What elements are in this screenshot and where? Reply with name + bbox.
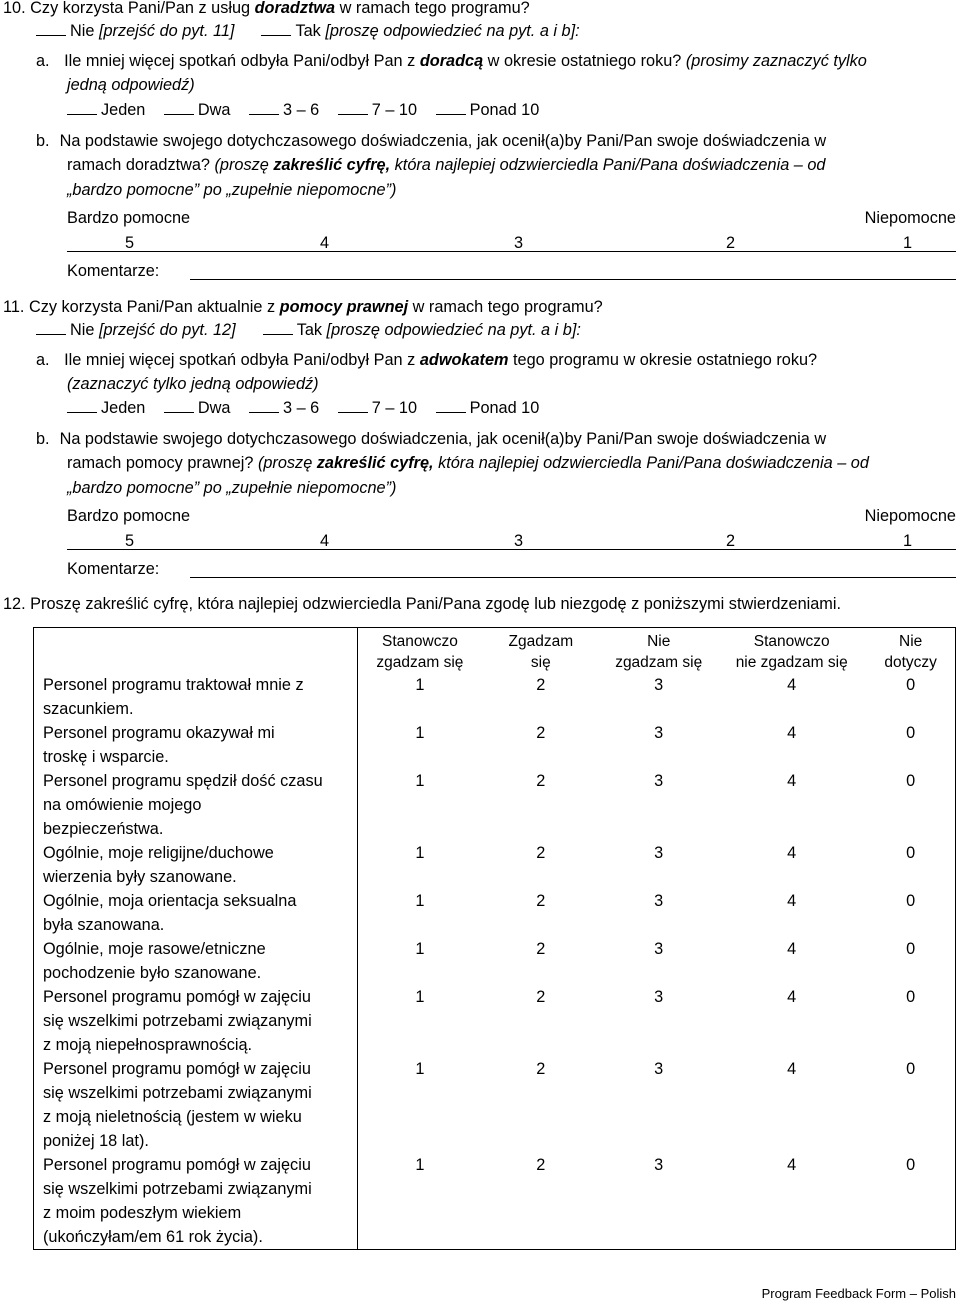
q11b-text-cont: ramach pomocy prawnej? <box>67 454 258 472</box>
q10-yes-blank[interactable] <box>261 21 291 36</box>
q10b-scale-value[interactable]: 5 <box>125 234 135 252</box>
statement-cell <box>34 673 358 721</box>
statement-line: się wszelkimi potrzebami związanymi <box>43 1180 312 1198</box>
page-footer: Program Feedback Form – Polish <box>761 1286 956 1301</box>
q11a-text-end: tego programu w okresie ostatniego roku? <box>508 351 818 369</box>
q10a-option: Dwa <box>197 101 231 119</box>
statement-cell <box>34 721 358 769</box>
table-row <box>34 1153 956 1250</box>
statement-line: Ogólnie, moje religijne/duchowe <box>43 844 274 862</box>
q11b-hint: (proszę <box>257 454 317 472</box>
statement-cell <box>34 841 358 889</box>
rating-cell[interactable]: 4 <box>717 1153 866 1250</box>
q11-number: 11. <box>3 298 25 316</box>
rating-cell[interactable]: 1 <box>358 841 481 889</box>
q11a-option: Dwa <box>197 399 231 417</box>
col-header-line: zgadzam się <box>376 654 464 671</box>
q10b-scale-left-label: Bardzo pomocne <box>67 209 191 227</box>
rating-cell[interactable]: 3 <box>654 940 664 958</box>
q10a-option: Jeden <box>101 101 146 119</box>
q10-yes-hint: [proszę odpowiedzieć na pyt. a i b]: <box>325 22 580 40</box>
q11-text-end: w ramach tego programu? <box>408 298 603 316</box>
q11-yes-blank[interactable] <box>263 320 293 335</box>
table-row <box>34 1057 956 1153</box>
statement-line: Personel programu okazywał mi <box>43 724 275 742</box>
q11b-scale-value[interactable]: 1 <box>903 532 913 550</box>
q10a-option: 3 – 6 <box>283 101 320 119</box>
q11a-options <box>67 398 539 418</box>
col-header-line: zgadzam się <box>615 654 703 671</box>
q11b-scale-value[interactable]: 4 <box>320 532 330 550</box>
q10b-question-cont <box>67 155 825 175</box>
q11-question <box>3 297 603 317</box>
statement-line: szacunkiem. <box>43 700 134 718</box>
statement-line: była szanowana. <box>43 916 165 934</box>
q10b-hint-end: która najlepiej odzwierciedla Pani/Pana doświadczenia – od <box>390 156 826 174</box>
q11a-keyword: adwokatem <box>419 351 509 369</box>
statement-cell <box>34 985 358 1057</box>
statement-line: (ukończyłam/em 61 rok życia). <box>43 1228 263 1246</box>
table-row <box>34 985 956 1057</box>
rating-cell[interactable]: 0 <box>866 721 955 769</box>
rating-cell[interactable]: 1 <box>358 1153 481 1250</box>
col-header-line: Stanowczo <box>382 633 458 650</box>
q10-no-hint: [przejść do pyt. 11] <box>98 22 235 40</box>
table-row <box>34 769 956 841</box>
q11-branch-row <box>36 320 581 340</box>
col-header-agree <box>481 628 600 674</box>
rating-cell[interactable]: 0 <box>866 1153 955 1250</box>
q11b-scale-value[interactable]: 5 <box>125 532 135 550</box>
q10b-text: Na podstawie swojego dotychczasowego doświadczenia, jak ocenił(a)by Pani/Pan swoje doświadczenia w <box>59 132 827 150</box>
col-header-strongly-disagree <box>717 628 866 674</box>
rating-cell[interactable]: 3 <box>654 1060 664 1078</box>
q10a-hint-cont: jedną odpowiedź) <box>67 76 195 94</box>
rating-cell[interactable]: 1 <box>358 937 481 985</box>
col-header-line: Nie <box>899 633 923 650</box>
q10b-text-cont: ramach doradztwa? <box>67 156 215 174</box>
col-header-strongly-agree <box>358 628 481 674</box>
q12-number: 12. <box>3 595 26 613</box>
q11b-scale-line <box>67 549 956 550</box>
q11-no-label: Nie <box>70 321 99 339</box>
q10b-scale-line <box>67 251 956 252</box>
statement-line: się wszelkimi potrzebami związanymi <box>43 1012 312 1030</box>
q11b-hint-cont: „bardzo pomocne” po „zupełnie niepomocne”) <box>67 479 397 497</box>
rating-cell[interactable]: 3 <box>654 772 664 790</box>
q11b-comments-field[interactable] <box>190 577 956 578</box>
q10-text-end: w ramach tego programu? <box>335 0 530 17</box>
col-header-line: się <box>530 654 551 671</box>
q10-branch-row <box>36 21 580 41</box>
statement-line: Personel programu traktował mnie z <box>43 676 304 694</box>
q10-no-label: Nie <box>70 22 99 40</box>
statement-cell <box>34 1057 358 1153</box>
q11b-letter: b. <box>36 430 50 448</box>
q10a-option: Ponad 10 <box>469 101 540 119</box>
q10-no-blank[interactable] <box>36 21 66 36</box>
col-header-line: Stanowczo <box>753 633 830 650</box>
q11a-opt-blank-1[interactable] <box>67 398 97 413</box>
q10-keyword: doradztwa <box>254 0 336 17</box>
rating-cell[interactable]: 0 <box>866 769 955 841</box>
rating-cell[interactable]: 0 <box>866 1057 955 1153</box>
col-header-not-applicable <box>866 628 955 674</box>
rating-cell[interactable]: 2 <box>536 676 546 694</box>
rating-cell[interactable]: 1 <box>358 889 481 937</box>
q10a-opt-blank-1[interactable] <box>67 100 97 115</box>
q10-number: 10. <box>3 0 26 17</box>
q12-question <box>3 594 841 614</box>
q10a-options <box>67 100 539 120</box>
q11b-comments-label: Komentarze: <box>67 560 160 578</box>
rating-cell[interactable]: 0 <box>866 985 955 1057</box>
q11-keyword: pomocy prawnej <box>279 298 409 316</box>
q11a-hint: (zaznaczyć tylko jedną odpowiedź) <box>67 375 319 393</box>
q10a-opt-blank-2[interactable] <box>164 100 194 115</box>
q10a-hint: (prosimy zaznaczyć tylko <box>685 52 867 70</box>
rating-cell[interactable]: 1 <box>358 673 481 721</box>
rating-cell[interactable]: 3 <box>654 892 664 910</box>
q11b-scale-value[interactable]: 2 <box>726 532 736 550</box>
statement-line: z moim podeszłym wiekiem <box>43 1204 242 1222</box>
q11-no-blank[interactable] <box>36 320 66 335</box>
q12-text: Proszę zakreślić cyfrę, która najlepiej odzwierciedla Pani/Pana zgodę lub niezgodę z poniższymi stwierdzeniami. <box>30 595 842 613</box>
statement-line: Personel programu pomógł w zajęciu <box>43 1060 311 1078</box>
q10a-text-end: w okresie ostatniego roku? <box>483 52 686 70</box>
rating-cell[interactable]: 3 <box>600 1153 717 1250</box>
q10a-option: 7 – 10 <box>371 101 418 119</box>
q11a-opt-blank-2[interactable] <box>164 398 194 413</box>
rating-cell[interactable]: 2 <box>536 772 546 790</box>
rating-cell[interactable]: 4 <box>787 724 797 742</box>
rating-cell[interactable]: 1 <box>358 769 481 841</box>
q11a-option: Ponad 10 <box>469 399 540 417</box>
table-row <box>34 937 956 985</box>
rating-cell[interactable]: 2 <box>536 724 546 742</box>
rating-cell[interactable]: 2 <box>536 940 546 958</box>
rating-cell[interactable]: 0 <box>866 889 955 937</box>
q11-yes-label: Tak <box>296 321 327 339</box>
rating-cell[interactable]: 4 <box>787 844 797 862</box>
statement-cell <box>34 1153 358 1250</box>
rating-cell[interactable]: 2 <box>536 1060 546 1078</box>
q10a-keyword: doradcą <box>419 52 484 70</box>
q11a-opt-blank-3[interactable] <box>249 398 279 413</box>
rating-cell[interactable]: 4 <box>787 892 797 910</box>
statement-line: Ogólnie, moja orientacja seksualna <box>43 892 297 910</box>
statement-line: z moją nieletnością (jestem w wieku <box>43 1108 302 1126</box>
q10a-opt-blank-4[interactable] <box>338 100 368 115</box>
statement-line: troskę i wsparcie. <box>43 748 169 766</box>
q11a-opt-blank-4[interactable] <box>338 398 368 413</box>
table-row <box>34 889 956 937</box>
q10-text: Czy korzysta Pani/Pan z usług <box>30 0 255 17</box>
statement-line: pochodzenie było szanowane. <box>43 964 262 982</box>
statement-cell <box>34 889 358 937</box>
rating-cell[interactable]: 4 <box>787 940 797 958</box>
statement-line: Personel programu pomógł w zajęciu <box>43 988 311 1006</box>
statement-line: poniżej 18 lat). <box>43 1132 149 1150</box>
q11b-question <box>36 429 826 449</box>
q11b-question-cont <box>67 453 869 473</box>
q11b-scale-value[interactable]: 3 <box>514 532 524 550</box>
statement-cell <box>34 769 358 841</box>
rating-cell[interactable]: 0 <box>866 937 955 985</box>
q10b-comments-field[interactable] <box>190 279 956 280</box>
q11a-option: Jeden <box>101 399 146 417</box>
col-header-line: Zgadzam <box>508 633 574 650</box>
q11a-text: Ile mniej więcej spotkań odbyła Pani/odbył Pan z <box>64 351 420 369</box>
rating-cell[interactable]: 4 <box>787 676 797 694</box>
q11b-text: Na podstawie swojego dotychczasowego doświadczenia, jak ocenił(a)by Pani/Pan swoje doświadczenia w <box>59 430 827 448</box>
q11b-scale-right-label: Niepomocne <box>864 507 956 525</box>
q11a-option: 3 – 6 <box>283 399 320 417</box>
q10b-comments-label: Komentarze: <box>67 262 160 280</box>
col-header-line: nie zgadzam się <box>735 654 848 671</box>
agreement-table <box>33 627 956 1250</box>
rating-cell[interactable]: 1 <box>358 1057 481 1153</box>
q10-question <box>3 0 530 18</box>
q10b-question <box>36 131 826 151</box>
statement-cell <box>34 937 358 985</box>
statement-line: się wszelkimi potrzebami związanymi <box>43 1084 312 1102</box>
q11a-letter: a. <box>36 351 50 369</box>
rating-cell[interactable]: 4 <box>787 988 797 1006</box>
q10a-opt-blank-5[interactable] <box>436 100 466 115</box>
q10b-scale-value[interactable]: 1 <box>903 234 913 252</box>
rating-cell[interactable]: 0 <box>866 673 955 721</box>
table-header-row <box>34 628 956 674</box>
rating-cell[interactable]: 3 <box>654 724 664 742</box>
q10a-question <box>36 51 867 71</box>
statement-line: Ogólnie, moje rasowe/etniczne <box>43 940 266 958</box>
col-header-line: Nie <box>647 633 671 650</box>
table-row <box>34 721 956 769</box>
q10b-hint-cont: „bardzo pomocne” po „zupełnie niepomocne”) <box>67 181 397 199</box>
statement-line: Personel programu spędził dość czasu <box>43 772 323 790</box>
q10b-scale-value[interactable]: 2 <box>726 234 736 252</box>
q10a-opt-blank-3[interactable] <box>249 100 279 115</box>
q11a-opt-blank-5[interactable] <box>436 398 466 413</box>
q10b-scale-right-label: Niepomocne <box>864 209 956 227</box>
q10b-letter: b. <box>36 132 50 150</box>
rating-cell[interactable]: 1 <box>358 721 481 769</box>
rating-cell[interactable]: 3 <box>654 844 664 862</box>
q11b-hint-end: która najlepiej odzwierciedla Pani/Pana doświadczenia – od <box>433 454 869 472</box>
col-header-line: dotyczy <box>884 654 937 671</box>
q11b-hint-bold: zakreślić cyfrę, <box>316 454 434 472</box>
rating-cell[interactable]: 4 <box>787 772 797 790</box>
statement-line: Personel programu pomógł w zajęciu <box>43 1156 311 1174</box>
q11-no-hint: [przejść do pyt. 12] <box>98 321 236 339</box>
table-row <box>34 841 956 889</box>
rating-cell[interactable]: 2 <box>536 844 546 862</box>
rating-cell[interactable]: 2 <box>481 1153 600 1250</box>
col-header-disagree <box>600 628 717 674</box>
q10-yes-label: Tak <box>295 22 326 40</box>
q10a-text: Ile mniej więcej spotkań odbyła Pani/odbył Pan z <box>64 52 420 70</box>
q10a-letter: a. <box>36 52 50 70</box>
q11a-question <box>36 350 817 370</box>
rating-cell[interactable]: 4 <box>787 1060 797 1078</box>
rating-cell[interactable]: 2 <box>536 892 546 910</box>
q10b-hint-bold: zakreślić cyfrę, <box>273 156 391 174</box>
table-row <box>34 673 956 721</box>
q10b-hint: (proszę <box>214 156 274 174</box>
rating-cell[interactable]: 1 <box>358 985 481 1057</box>
q11-text: Czy korzysta Pani/Pan aktualnie z <box>28 298 280 316</box>
rating-cell[interactable]: 2 <box>536 988 546 1006</box>
q11-yes-hint: [proszę odpowiedzieć na pyt. a i b]: <box>326 321 581 339</box>
statement-line: na omówienie mojego <box>43 796 202 814</box>
statement-line: wierzenia były szanowane. <box>43 868 237 886</box>
rating-cell[interactable]: 0 <box>866 841 955 889</box>
table-header-blank <box>34 628 358 674</box>
q10b-scale-value[interactable]: 3 <box>514 234 524 252</box>
rating-cell[interactable]: 3 <box>654 676 664 694</box>
rating-cell[interactable]: 3 <box>654 988 664 1006</box>
statement-line: bezpieczeństwa. <box>43 820 164 838</box>
statement-line: z moją niepełnosprawnością. <box>43 1036 253 1054</box>
q11b-scale-left-label: Bardzo pomocne <box>67 507 191 525</box>
q11a-option: 7 – 10 <box>371 399 418 417</box>
q10b-scale-value[interactable]: 4 <box>320 234 330 252</box>
